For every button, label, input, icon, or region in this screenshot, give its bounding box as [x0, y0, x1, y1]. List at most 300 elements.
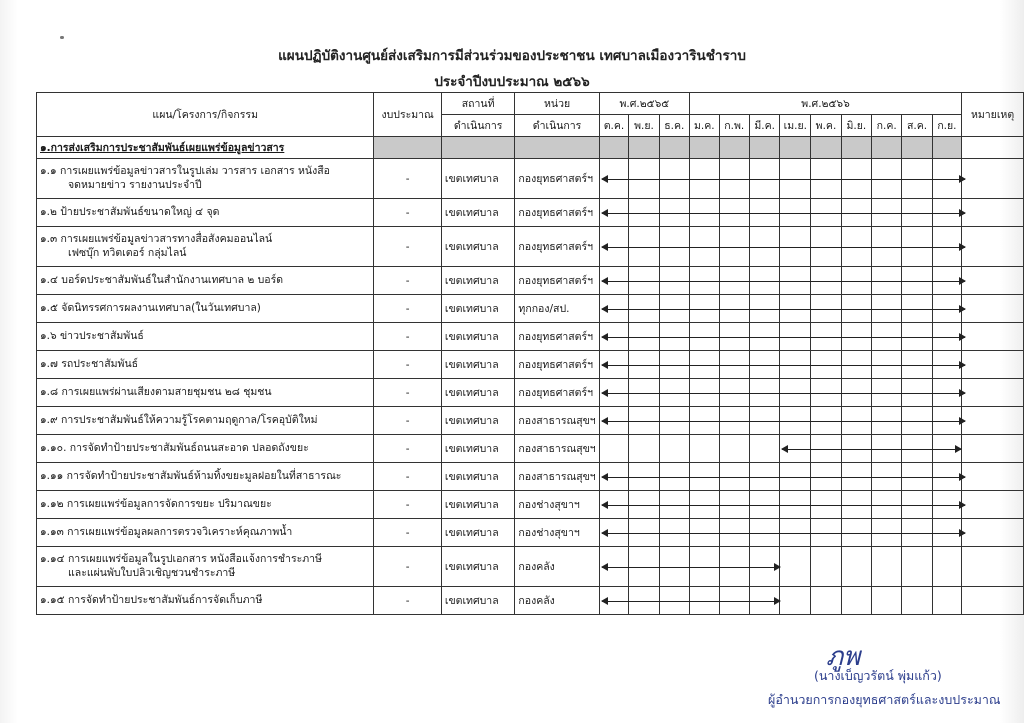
unit-cell: กองสาธารณสุขฯ [515, 435, 599, 463]
activity-line1: ๑.๑๑ การจัดทำป้ายประชาสัมพันธ์ห้ามทิ้งขยะมูลฝอยในที่สาธารณะ [40, 469, 342, 482]
month-cell [902, 435, 932, 463]
month-cell [811, 199, 841, 227]
budget-cell: - [374, 491, 441, 519]
remarks-cell [962, 159, 1024, 199]
month-cell [659, 491, 689, 519]
month-cell [932, 587, 961, 615]
month-cell [689, 519, 719, 547]
table-row [37, 587, 1024, 615]
month-cell [599, 351, 629, 379]
remarks-cell [962, 587, 1024, 615]
month-cell [932, 519, 961, 547]
month-cell [749, 463, 779, 491]
activity-cell [37, 407, 374, 435]
activity-line2: จดหมายข่าว รายงานประจำปี [68, 178, 202, 191]
month-header: ก.ค. [872, 115, 902, 137]
place-cell: เขตเทศบาล [441, 323, 515, 351]
month-cell [749, 159, 779, 199]
month-cell [599, 435, 629, 463]
month-cell [872, 227, 902, 267]
month-header: ก.ย. [932, 115, 961, 137]
month-cell [629, 435, 659, 463]
month-cell [932, 227, 961, 267]
unit-cell: กองยุทธศาสตร์ฯ [515, 379, 599, 407]
month-cell [719, 547, 749, 587]
month-cell [902, 351, 932, 379]
month-cell [659, 463, 689, 491]
month-cell [932, 407, 961, 435]
month-cell [719, 379, 749, 407]
table-row [37, 491, 1024, 519]
month-cell [749, 435, 779, 463]
place-cell: เขตเทศบาล [441, 267, 515, 295]
month-cell [689, 199, 719, 227]
month-cell [659, 267, 689, 295]
month-cell [872, 295, 902, 323]
month-cell [841, 323, 871, 351]
month-cell [599, 323, 629, 351]
activity-cell [37, 547, 374, 587]
month-header: พ.ย. [629, 115, 659, 137]
budget-cell: - [374, 159, 441, 199]
month-cell [719, 199, 749, 227]
month-cell [599, 547, 629, 587]
section-title: ๑.การส่งเสริมการประชาสัมพันธ์เผยแพร่ข้อมูลข่าวสาร [37, 137, 374, 159]
table-row [37, 227, 1024, 267]
month-header: ก.พ. [719, 115, 749, 137]
activity-cell [37, 587, 374, 615]
month-cell [659, 547, 689, 587]
month-cell [932, 547, 961, 587]
month-cell [902, 267, 932, 295]
table-row [37, 159, 1024, 199]
month-cell [659, 351, 689, 379]
activity-line1: ๑.๑๒ การเผยแพร่ข้อมูลการจัดการขยะ ปริมาณขยะ [40, 497, 272, 510]
activity-cell [37, 463, 374, 491]
month-cell [780, 463, 811, 491]
budget-cell: - [374, 587, 441, 615]
document-title: แผนปฏิบัติงานศูนย์ส่งเสริมการมีส่วนร่วมของประชาชน เทศบาลเมืองวารินชำราบ [278, 48, 746, 64]
table-row [37, 379, 1024, 407]
table-row [37, 323, 1024, 351]
month-header: ต.ค. [599, 115, 629, 137]
month-cell [689, 547, 719, 587]
activity-cell [37, 435, 374, 463]
month-cell [629, 547, 659, 587]
header-row-1 [37, 93, 1024, 115]
budget-cell: - [374, 351, 441, 379]
activity-cell [37, 379, 374, 407]
month-cell [811, 159, 841, 199]
month-cell [872, 435, 902, 463]
month-cell [902, 587, 932, 615]
month-cell [902, 227, 932, 267]
month-cell [902, 159, 932, 199]
month-cell [719, 587, 749, 615]
activity-line1: ๑.๓ การเผยแพร่ข้อมูลข่าวสารทางสื่อสังคมออนไลน์ [40, 233, 273, 246]
month-cell [811, 407, 841, 435]
header-year-2565: พ.ศ.๒๕๖๕ [599, 93, 689, 115]
month-cell [599, 491, 629, 519]
place-cell: เขตเทศบาล [441, 435, 515, 463]
month-cell [841, 351, 871, 379]
month-cell [629, 491, 659, 519]
month-cell [780, 267, 811, 295]
month-cell [872, 323, 902, 351]
budget-cell: - [374, 379, 441, 407]
month-cell [780, 407, 811, 435]
month-cell [841, 407, 871, 435]
activity-line1: ๑.๑๔ การเผยแพร่ข้อมูลในรูปเอกสาร หนังสือแจ้งการชำระภาษี [40, 553, 322, 566]
month-cell [689, 379, 719, 407]
remarks-cell [962, 351, 1024, 379]
header-budget: งบประมาณ [374, 93, 441, 137]
month-cell [689, 491, 719, 519]
remarks-cell [962, 519, 1024, 547]
month-cell [811, 547, 841, 587]
remarks-cell [962, 491, 1024, 519]
month-cell [902, 295, 932, 323]
month-cell [811, 379, 841, 407]
header-place-top: สถานที่ [441, 93, 515, 115]
document-subtitle: ประจำปีงบประมาณ ๒๕๖๖ [434, 74, 590, 90]
place-cell: เขตเทศบาล [441, 159, 515, 199]
month-cell [659, 435, 689, 463]
month-cell [872, 199, 902, 227]
remarks-cell [962, 463, 1024, 491]
month-cell [719, 227, 749, 267]
signer-name: (นางเบ็ญวรัตน์ พุ่มแก้ว) [814, 668, 942, 683]
month-cell [719, 519, 749, 547]
month-cell [749, 379, 779, 407]
month-cell [629, 463, 659, 491]
activity-line2: เฟซบุ๊ก ทวิตเตอร์ กลุ่มไลน์ [68, 246, 187, 259]
month-cell [841, 199, 871, 227]
table-row [37, 267, 1024, 295]
table-row [37, 519, 1024, 547]
table-row [37, 463, 1024, 491]
place-cell: เขตเทศบาล [441, 295, 515, 323]
month-header: พ.ค. [811, 115, 841, 137]
signature-mark: ภูพ [826, 642, 861, 672]
unit-cell: กองช่างสุขาฯ [515, 491, 599, 519]
table-row [37, 407, 1024, 435]
month-cell [749, 295, 779, 323]
activity-line1: ๑.๘ การเผยแพร่ผ่านเสียงตามสายชุมชน ๒๘ ชุมชน [40, 385, 272, 398]
month-cell [780, 351, 811, 379]
month-header: ม.ค. [689, 115, 719, 137]
month-cell [902, 379, 932, 407]
unit-cell: กองยุทธศาสตร์ฯ [515, 227, 599, 267]
month-cell [932, 435, 961, 463]
month-cell [749, 491, 779, 519]
month-cell [780, 547, 811, 587]
month-cell [599, 267, 629, 295]
month-cell [599, 463, 629, 491]
month-cell [811, 463, 841, 491]
month-cell [932, 379, 961, 407]
place-cell: เขตเทศบาล [441, 519, 515, 547]
activity-cell [37, 199, 374, 227]
month-cell [689, 435, 719, 463]
month-cell [689, 159, 719, 199]
month-cell [629, 407, 659, 435]
budget-cell: - [374, 547, 441, 587]
month-cell [811, 267, 841, 295]
header-place-bottom: ดำเนินการ [441, 115, 515, 137]
month-cell [599, 407, 629, 435]
month-cell [902, 491, 932, 519]
month-cell [902, 547, 932, 587]
activity-line1: ๑.๒ ป้ายประชาสัมพันธ์ขนาดใหญ่ ๔ จุด [40, 205, 220, 218]
month-cell [719, 407, 749, 435]
unit-cell: กองยุทธศาสตร์ฯ [515, 159, 599, 199]
month-cell [659, 407, 689, 435]
month-cell [749, 547, 779, 587]
budget-cell: - [374, 407, 441, 435]
activity-line2: และแผ่นพับใบปลิวเชิญชวนชำระภาษี [68, 566, 236, 579]
month-cell [872, 587, 902, 615]
month-cell [780, 323, 811, 351]
month-cell [719, 267, 749, 295]
remarks-cell [962, 407, 1024, 435]
table-row [37, 351, 1024, 379]
month-header: มิ.ย. [841, 115, 871, 137]
month-cell [599, 159, 629, 199]
remarks-cell [962, 547, 1024, 587]
budget-cell: - [374, 519, 441, 547]
month-cell [932, 463, 961, 491]
table-row [37, 435, 1024, 463]
month-cell [659, 227, 689, 267]
month-cell [780, 227, 811, 267]
month-cell [811, 519, 841, 547]
activity-line1: ๑.๙ การประชาสัมพันธ์ให้ความรู้โรคตามฤดูกาล/โรคอุบัติใหม่ [40, 413, 318, 426]
budget-cell: - [374, 323, 441, 351]
month-cell [719, 491, 749, 519]
budget-cell: - [374, 295, 441, 323]
unit-cell: กองคลัง [515, 587, 599, 615]
month-cell [629, 587, 659, 615]
month-cell [629, 267, 659, 295]
remarks-cell [962, 295, 1024, 323]
month-cell [749, 323, 779, 351]
month-cell [811, 227, 841, 267]
remarks-cell [962, 379, 1024, 407]
month-cell [719, 463, 749, 491]
month-cell [780, 295, 811, 323]
header-activity: แผน/โครงการ/กิจกรรม [37, 93, 374, 137]
month-cell [841, 379, 871, 407]
activity-cell [37, 351, 374, 379]
budget-cell: - [374, 199, 441, 227]
month-cell [932, 351, 961, 379]
month-cell [780, 491, 811, 519]
remarks-cell [962, 267, 1024, 295]
month-cell [689, 267, 719, 295]
remarks-cell [962, 199, 1024, 227]
month-cell [811, 295, 841, 323]
place-cell: เขตเทศบาล [441, 407, 515, 435]
section-row [37, 137, 1024, 159]
month-cell [780, 519, 811, 547]
month-cell [872, 519, 902, 547]
scan-speck [60, 36, 64, 39]
activity-line1: ๑.๑๕ การจัดทำป้ายประชาสัมพันธ์การจัดเก็บภาษี [40, 593, 263, 606]
month-cell [872, 267, 902, 295]
month-cell [932, 199, 961, 227]
month-cell [872, 463, 902, 491]
activity-cell [37, 227, 374, 267]
month-cell [841, 519, 871, 547]
place-cell: เขตเทศบาล [441, 491, 515, 519]
month-cell [872, 547, 902, 587]
month-cell [780, 159, 811, 199]
month-cell [811, 351, 841, 379]
remarks-cell [962, 323, 1024, 351]
month-cell [689, 351, 719, 379]
place-cell: เขตเทศบาล [441, 227, 515, 267]
month-cell [932, 267, 961, 295]
remarks-cell [962, 227, 1024, 267]
plan-table [36, 92, 1024, 615]
month-cell [872, 379, 902, 407]
month-cell [902, 199, 932, 227]
month-cell [841, 435, 871, 463]
month-cell [811, 491, 841, 519]
unit-cell: กองยุทธศาสตร์ฯ [515, 199, 599, 227]
month-cell [659, 295, 689, 323]
month-cell [629, 351, 659, 379]
unit-cell: กองยุทธศาสตร์ฯ [515, 351, 599, 379]
table-row [37, 295, 1024, 323]
month-header: เม.ย. [780, 115, 811, 137]
month-cell [599, 295, 629, 323]
header-unit-bottom: ดำเนินการ [515, 115, 599, 137]
month-cell [811, 323, 841, 351]
month-cell [749, 351, 779, 379]
month-cell [749, 199, 779, 227]
activity-line1: ๑.๑๓ การเผยแพร่ข้อมูลผลการตรวจวิเคราะห์คุณภาพน้ำ [40, 525, 293, 538]
budget-cell: - [374, 463, 441, 491]
month-cell [659, 379, 689, 407]
month-cell [629, 199, 659, 227]
month-cell [841, 227, 871, 267]
month-cell [719, 295, 749, 323]
activity-line1: ๑.๗ รถประชาสัมพันธ์ [40, 357, 139, 370]
place-cell: เขตเทศบาล [441, 199, 515, 227]
activity-cell [37, 267, 374, 295]
header-unit-top: หน่วย [515, 93, 599, 115]
unit-cell: กองสาธารณสุขฯ [515, 407, 599, 435]
month-cell [780, 587, 811, 615]
month-header: ธ.ค. [659, 115, 689, 137]
month-cell [689, 295, 719, 323]
activity-line1: ๑.๑ การเผยแพร่ข้อมูลข่าวสารในรูปเล่ม วารสาร เอกสาร หนังสือ [40, 165, 330, 178]
month-cell [811, 587, 841, 615]
month-cell [689, 323, 719, 351]
month-cell [872, 351, 902, 379]
month-cell [749, 407, 779, 435]
month-cell [902, 407, 932, 435]
unit-cell: กองสาธารณสุขฯ [515, 463, 599, 491]
activity-line1: ๑.๑๐. การจัดทำป้ายประชาสัมพันธ์ถนนสะอาด ปลอดถังขยะ [40, 441, 309, 454]
month-cell [749, 519, 779, 547]
month-cell [659, 199, 689, 227]
month-cell [689, 227, 719, 267]
month-cell [719, 435, 749, 463]
month-cell [780, 199, 811, 227]
month-cell [749, 587, 779, 615]
month-cell [689, 587, 719, 615]
month-cell [841, 547, 871, 587]
month-cell [629, 227, 659, 267]
place-cell: เขตเทศบาล [441, 379, 515, 407]
place-cell: เขตเทศบาล [441, 463, 515, 491]
month-cell [719, 323, 749, 351]
place-cell: เขตเทศบาล [441, 547, 515, 587]
table-row [37, 547, 1024, 587]
month-header: มี.ค. [749, 115, 779, 137]
activity-cell [37, 159, 374, 199]
month-cell [629, 295, 659, 323]
month-cell [659, 587, 689, 615]
place-cell: เขตเทศบาล [441, 587, 515, 615]
month-cell [689, 407, 719, 435]
month-cell [932, 159, 961, 199]
month-cell [932, 323, 961, 351]
month-cell [841, 295, 871, 323]
month-cell [599, 587, 629, 615]
month-cell [872, 491, 902, 519]
month-cell [872, 407, 902, 435]
remarks-cell [962, 435, 1024, 463]
month-cell [659, 323, 689, 351]
month-cell [719, 351, 749, 379]
month-cell [902, 463, 932, 491]
month-cell [719, 159, 749, 199]
month-cell [659, 159, 689, 199]
unit-cell: กองยุทธศาสตร์ฯ [515, 267, 599, 295]
unit-cell: ทุกกอง/สป. [515, 295, 599, 323]
activity-cell [37, 323, 374, 351]
month-cell [811, 435, 841, 463]
month-cell [841, 587, 871, 615]
budget-cell: - [374, 227, 441, 267]
header-year-2566: พ.ศ.๒๕๖๖ [689, 93, 961, 115]
month-cell [599, 379, 629, 407]
month-header: ส.ค. [902, 115, 932, 137]
signer-position: ผู้อำนวยการกองยุทธศาสตร์และงบประมาณ [768, 692, 1001, 707]
month-cell [841, 491, 871, 519]
month-cell [841, 159, 871, 199]
month-cell [902, 323, 932, 351]
unit-cell: กองยุทธศาสตร์ฯ [515, 323, 599, 351]
month-cell [902, 519, 932, 547]
month-cell [599, 519, 629, 547]
unit-cell: กองช่างสุขาฯ [515, 519, 599, 547]
month-cell [841, 267, 871, 295]
unit-cell: กองคลัง [515, 547, 599, 587]
place-cell: เขตเทศบาล [441, 351, 515, 379]
month-cell [599, 199, 629, 227]
budget-cell: - [374, 267, 441, 295]
table-row [37, 199, 1024, 227]
month-cell [629, 379, 659, 407]
activity-cell [37, 491, 374, 519]
month-cell [872, 159, 902, 199]
month-cell [780, 435, 811, 463]
